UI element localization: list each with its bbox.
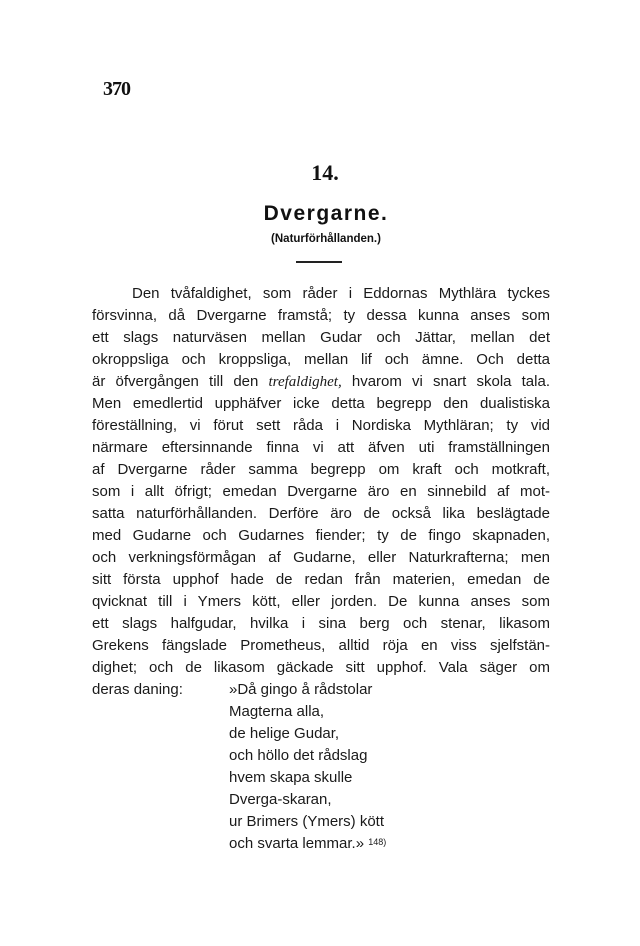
chapter-title: Dvergarne. xyxy=(263,202,389,225)
body-line: Grekens fängslade Prometheus, alltid röja en viss sjelfstän- xyxy=(92,637,550,654)
body-line: försvinna, då Dvergarne framstå; ty dessa kunna anses som xyxy=(92,307,550,324)
verse-line: »Då gingo å rådstolar xyxy=(229,681,373,698)
verse-line: Dverga-skaran, xyxy=(229,791,332,808)
body-line: sitt första upphof hade de redan från materien, emedan de xyxy=(92,571,550,588)
body-line xyxy=(92,371,550,393)
body-line: och verkningsförmågan af Gudarne, eller Naturkrafterna; men xyxy=(92,549,550,566)
italic-term: trefaldighet, xyxy=(268,374,342,390)
body-line-start: är öfvergången till den xyxy=(92,373,269,390)
body-line: af Dvergarne råder samma begrepp om kraft och motkraft, xyxy=(92,461,550,478)
body-line: deras daning: xyxy=(92,681,183,698)
verse-quote xyxy=(229,679,386,855)
body-line: qvicknat till i Ymers kött, eller jorden. De kunna anses som xyxy=(92,593,550,610)
body-line: ett slags halfgudar, hvilka i sina berg och stenar, likasom xyxy=(92,615,550,632)
body-line: satta naturförhållanden. Derföre äro de också lika beslägtade xyxy=(92,505,550,522)
title-divider xyxy=(296,261,342,263)
body-line: Den tvåfaldighet, som råder i Eddornas Mythlära tyckes xyxy=(132,285,550,302)
body-line: Men emedlertid upphäfver icke detta begrepp den dualistiska xyxy=(92,395,550,412)
verse-line: Magterna alla, xyxy=(229,703,325,720)
body-line-end: hvarom vi snart skola tala. xyxy=(341,373,550,390)
verse-line xyxy=(229,833,386,855)
page-number: 370 xyxy=(103,78,130,100)
body-paragraph xyxy=(92,283,550,701)
verse-line: och höllo det rådslag xyxy=(229,747,368,764)
chapter-subtitle: (Naturförhållanden.) xyxy=(271,233,381,245)
body-line: som i allt öfrigt; emedan Dvergarne äro en sinnebild af mot- xyxy=(92,483,550,500)
verse-line: ur Brimers (Ymers) kött xyxy=(229,813,385,830)
body-line: okroppsliga och kroppsliga, mellan lif och ämne. Och detta xyxy=(92,351,550,368)
verse-line: hvem skapa skulle xyxy=(229,769,353,786)
body-line: föreställning, vi förut sett råda i Nordiska Mythläran; ty vid xyxy=(92,417,550,434)
verse-line-text: och svarta lemmar.» xyxy=(229,835,369,852)
body-line: närmare eftersinnande finna vi att äfven uti framställningen xyxy=(92,439,550,456)
body-line: med Gudarne och Gudarnes fiender; ty de fingo skapnaden, xyxy=(92,527,550,544)
chapter-number: 14. xyxy=(311,160,339,185)
footnote-reference: 148) xyxy=(368,837,387,847)
verse-line: de helige Gudar, xyxy=(229,725,340,742)
body-line: ett slags naturväsen mellan Gudar och Jättar, mellan det xyxy=(92,329,550,346)
body-line: dighet; och de likasom gäckade sitt upphof. Vala säger om xyxy=(92,659,550,676)
